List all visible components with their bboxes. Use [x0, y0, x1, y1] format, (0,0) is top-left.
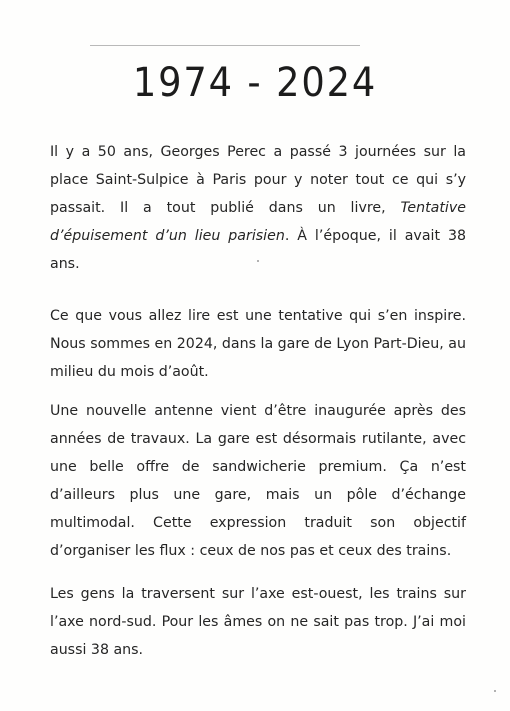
paragraph-4-text: Les gens la traversent sur l’axe est-ouest, les trains sur l’axe nord-sud. Pour les âmes on ne sait pas trop. J’ai moi aussi 38 ans.: [50, 586, 466, 658]
page-title: 1974 - 2024: [132, 60, 378, 106]
paragraph-3: [50, 397, 466, 565]
paragraph-1-text-end: . À l’époque, il avait 38 ans.: [50, 228, 466, 272]
paper-speck: [494, 690, 496, 692]
book-title: Tentative d’épuisement d’un lieu parisien: [50, 200, 466, 244]
paragraph-3-text: Une nouvelle antenne vient d’être inaugurée après des années de travaux. La gare est désormais rutilante, avec une belle offre de sandwicherie premium. Ça n’est d’ailleurs plus une gare, mais un pôle d’échange multimodal. Cette expression traduit son objectif d’organiser les flux : ceux de nos pas et ceux des trains.: [50, 403, 466, 559]
paragraph-1: [50, 138, 466, 278]
paragraph-4: [50, 580, 466, 664]
paragraph-1-text-start: Il y a 50 ans, Georges Perec a passé 3 journées sur la place Saint-Sulpice à Paris pour y noter tout ce qui s’y passait. Il a tout publié dans un livre,: [50, 144, 466, 216]
top-divider: [90, 45, 360, 46]
paragraph-2: [50, 302, 466, 386]
paragraph-2-text: Ce que vous allez lire est une tentative qui s’en inspire. Nous sommes en 2024, dans la gare de Lyon Part-Dieu, au milieu du mois d’août.: [50, 308, 466, 380]
paper-speck: [257, 260, 259, 262]
